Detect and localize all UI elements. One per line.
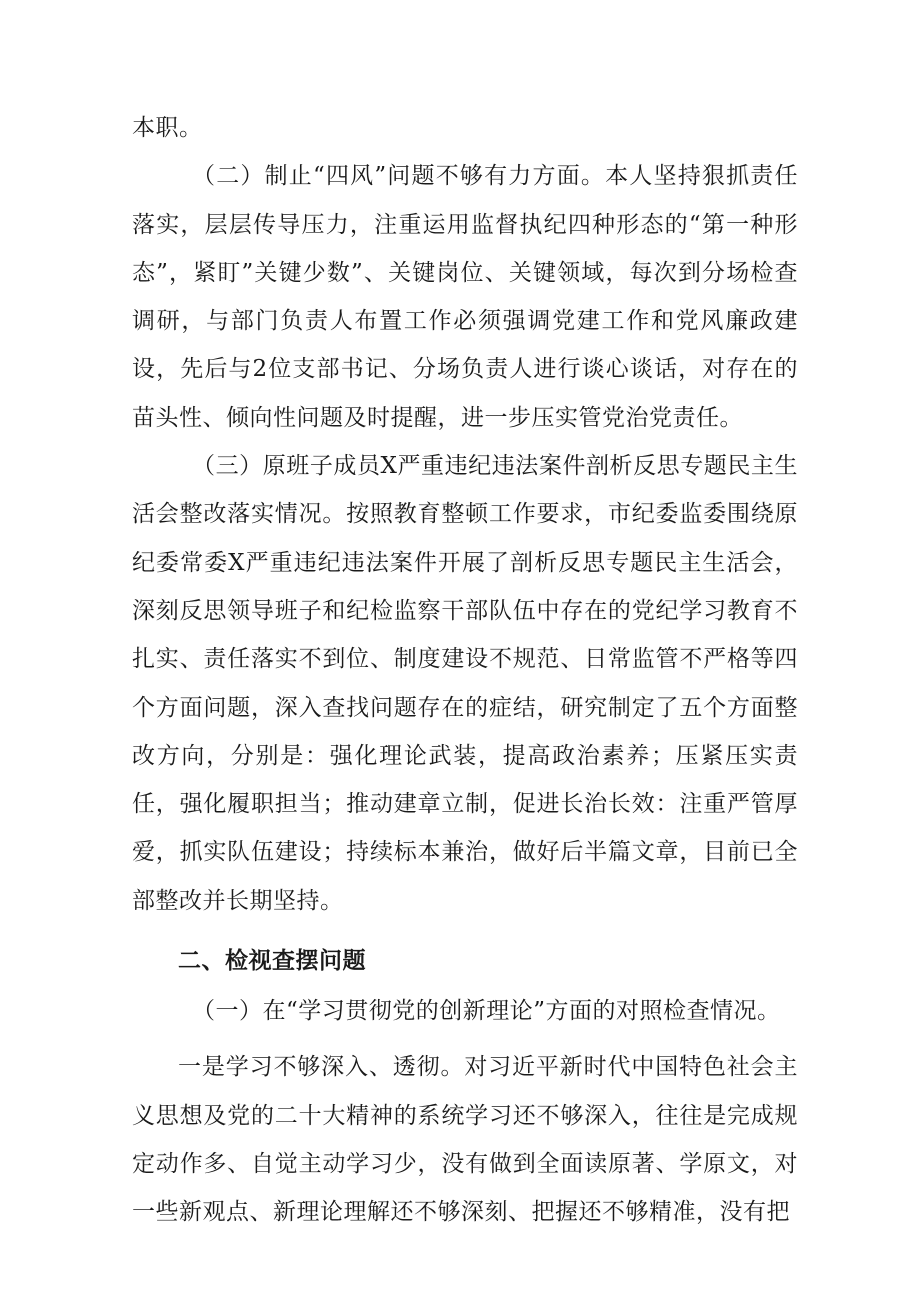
paragraph-continuation: 本职。 <box>132 115 203 141</box>
paragraph-subheading-theory: （一）在“学习贯彻党的创新理论”方面的对照检查情况。 <box>192 998 781 1025</box>
paragraph-four-winds: （二）制止“四风”问题不够有力方面。本人坚持狠抓责任落实，层层传导压力，注重运用监督执纪四种形态的“第一种形态”，紧盯”关键少数”、关键岗位、关键领域，每次到分场检查调研，与部门负责人布置工作必须强调党建工作和党风廉政建设，先后与2位支部书记、分场负责人进行谈心谈话，对存在的苗头性、倾向性问题及时提醒，进一步压实管党治党责任。 <box>132 163 798 431</box>
document-page <box>132 104 798 1237</box>
paragraph-rectification: （三）原班子成员X严重违纪违法案件剖析反思专题民主生活会整改落实情况。按照教育整顿工作要求，市纪委监委围绕原纪委常委X严重违纪违法案件开展了剖析反思专题民主生活会，深刻反思领导班子和纪检监察干部队伍中存在的党纪学习教育不扎实、责任落实不到位、制度建设不规范、日常监管不严格等四个方面问题，深入查找问题存在的症结，研究制定了五个方面整改方向，分别是：强化理论武装，提高政治素养；压紧压实责任，强化履职担当；推动建章立制，促进长治长效：注重严管厚爱，抓实队伍建设；持续标本兼治，做好后半篇文章，目前已全部整改并长期坚持。 <box>132 453 798 914</box>
paragraph-study-issue: 一是学习不够深入、透彻。对习近平新时代中国特色社会主义思想及党的二十大精神的系统学习还不够深入，往往是完成规定动作多、自觉主动学习少，没有做到全面读原著、学原文，对一些新观点、新理论理解还不够深刻、把握还不够精准，没有把 <box>132 1054 798 1226</box>
section-heading: 二、检视查摆问题 <box>178 948 366 975</box>
